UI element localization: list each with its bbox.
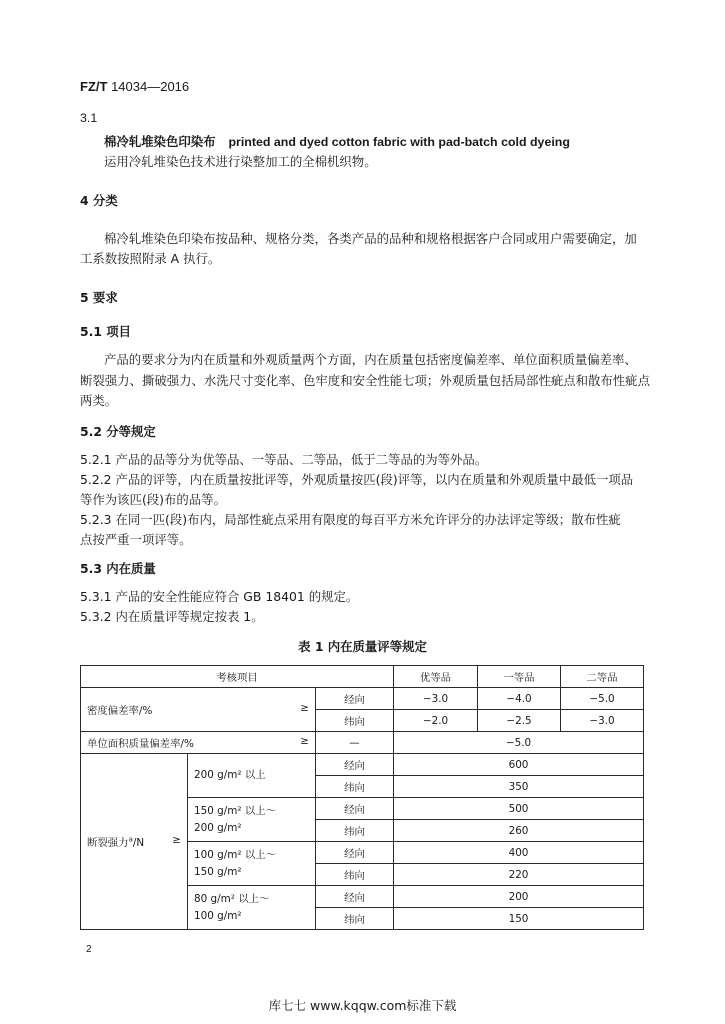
direction-warp: 经向 bbox=[316, 754, 394, 776]
range-line2: 200 g/m² bbox=[194, 821, 242, 834]
range-line2: 150 g/m² bbox=[194, 865, 242, 878]
mass-label-cell bbox=[81, 732, 316, 754]
table-row bbox=[81, 754, 644, 776]
range-line1: 200 g/m² 以上 bbox=[194, 769, 266, 781]
clause-5-3-2: 5.3.2 内在质量评等规定按表 1。 bbox=[80, 609, 264, 624]
footer-watermark: 库七七 www.kqqw.com标准下载 bbox=[268, 998, 457, 1013]
term-chinese: 棉冷轧堆染色印染布 bbox=[104, 134, 216, 149]
break-warp-value: 200 bbox=[394, 886, 644, 908]
header-grade-second: 二等品 bbox=[561, 666, 644, 688]
break-weft-value: 150 bbox=[394, 908, 644, 930]
direction-weft: 纬向 bbox=[316, 776, 394, 798]
direction-weft: 纬向 bbox=[316, 710, 394, 732]
ge-symbol: ≥ bbox=[300, 735, 309, 747]
direction-warp: 经向 bbox=[316, 798, 394, 820]
ge-symbol: ≥ bbox=[300, 702, 309, 714]
direction-weft: 纬向 bbox=[316, 820, 394, 842]
break-warp-value: 400 bbox=[394, 842, 644, 864]
break-warp-value: 600 bbox=[394, 754, 644, 776]
direction-warp: 经向 bbox=[316, 842, 394, 864]
break-label: 断裂强力 bbox=[87, 837, 129, 849]
range-line2: 100 g/m² bbox=[194, 909, 242, 922]
term-definition: 运用冷轧堆染色技术进行染整加工的全棉机织物。 bbox=[104, 154, 377, 169]
range-line1: 80 g/m² 以上～ bbox=[194, 892, 270, 905]
break-warp-value: 500 bbox=[394, 798, 644, 820]
section-5-2-title: 5.2 分等规定 bbox=[80, 424, 156, 439]
clause-5-2-3-line2: 点按严重一项评等。 bbox=[80, 532, 192, 547]
break-label-cell bbox=[81, 754, 188, 930]
section-3-1-term bbox=[104, 131, 570, 153]
break-weft-value: 220 bbox=[394, 864, 644, 886]
break-weft-value: 350 bbox=[394, 776, 644, 798]
header-grade-superior: 优等品 bbox=[394, 666, 478, 688]
clause-5-3-1: 5.3.1 产品的安全性能应符合 GB 18401 的规定。 bbox=[80, 589, 359, 604]
range-line1: 150 g/m² 以上～ bbox=[194, 804, 276, 817]
header-grade-first: 一等品 bbox=[478, 666, 561, 688]
page-number: 2 bbox=[86, 944, 92, 955]
direction-warp: 经向 bbox=[316, 688, 394, 710]
density-weft-superior: −2.0 bbox=[394, 710, 478, 732]
section-5-1-title: 5.1 项目 bbox=[80, 324, 132, 339]
break-unit: /N bbox=[132, 837, 145, 849]
section-5-1-line2: 断裂强力、撕破强力、水洗尺寸变化率、色牢度和安全性能七项；外观质量包括局部性疵点和散布性疵点 bbox=[80, 373, 650, 388]
table-header-row bbox=[81, 666, 644, 688]
break-weft-value: 260 bbox=[394, 820, 644, 842]
standard-code bbox=[80, 79, 189, 94]
section-5-title: 5 要求 bbox=[80, 290, 118, 305]
section-3-1-number: 3.1 bbox=[80, 111, 98, 125]
density-label: 密度偏差率/% bbox=[87, 705, 153, 717]
range-cell bbox=[188, 886, 316, 930]
density-weft-first: −2.5 bbox=[478, 710, 561, 732]
clause-5-2-2-line2: 等作为该匹(段)布的品等。 bbox=[80, 492, 226, 507]
mass-label: 单位面积质量偏差率/% bbox=[87, 738, 194, 750]
direction-weft: 纬向 bbox=[316, 864, 394, 886]
density-weft-second: −3.0 bbox=[561, 710, 644, 732]
standard-code-number: 14034—2016 bbox=[111, 79, 190, 94]
range-cell bbox=[188, 842, 316, 886]
mass-value: −5.0 bbox=[394, 732, 644, 754]
ge-symbol: ≥ bbox=[172, 834, 181, 846]
term-english: printed and dyed cotton fabric with pad-batch cold dyeing bbox=[228, 135, 570, 149]
clause-5-2-3-line1: 5.2.3 在同一匹(段)布内，局部性疵点采用有限度的每百平方米允许评分的办法评定等级；散布性疵 bbox=[80, 512, 621, 527]
section-4-para-line2: 工系数按照附录 A 执行。 bbox=[80, 251, 221, 266]
section-5-3-title: 5.3 内在质量 bbox=[80, 561, 156, 576]
direction-weft: 纬向 bbox=[316, 908, 394, 930]
clause-5-2-2-line1: 5.2.2 产品的评等，内在质量按批评等，外观质量按匹(段)评等，以内在质量和外观质量中最低一项品 bbox=[80, 472, 634, 487]
footnote-mark: a bbox=[128, 835, 133, 844]
density-label-cell bbox=[81, 688, 316, 732]
density-warp-superior: −3.0 bbox=[394, 688, 478, 710]
mass-dash: — bbox=[316, 732, 394, 754]
density-warp-second: −5.0 bbox=[561, 688, 644, 710]
section-4-para-line1: 棉冷轧堆染色印染布按品种、规格分类，各类产品的品种和规格根据客户合同或用户需要确定，加 bbox=[104, 231, 637, 246]
clause-5-2-1: 5.2.1 产品的品等分为优等品、一等品、二等品，低于二等品的为等外品。 bbox=[80, 452, 488, 467]
section-5-1-line3: 两类。 bbox=[80, 393, 118, 408]
quality-grading-table bbox=[80, 665, 644, 930]
density-warp-first: −4.0 bbox=[478, 688, 561, 710]
range-line1: 100 g/m² 以上～ bbox=[194, 848, 276, 861]
table-row bbox=[81, 732, 644, 754]
header-item: 考核项目 bbox=[81, 666, 394, 688]
range-cell bbox=[188, 754, 316, 798]
section-4-title: 4 分类 bbox=[80, 193, 118, 208]
table-caption: 表 1 内在质量评等规定 bbox=[298, 639, 427, 654]
range-cell bbox=[188, 798, 316, 842]
direction-warp: 经向 bbox=[316, 886, 394, 908]
section-5-1-line1: 产品的要求分为内在质量和外观质量两个方面，内在质量包括密度偏差率、单位面积质量偏差率、 bbox=[104, 352, 637, 367]
standard-code-prefix: FZ/T bbox=[80, 79, 108, 94]
table-row bbox=[81, 688, 644, 710]
